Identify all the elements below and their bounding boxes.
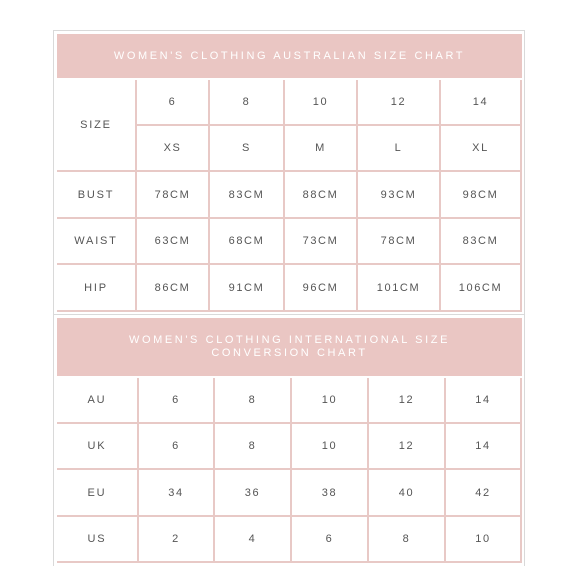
intl-chart-title-band bbox=[57, 318, 522, 376]
us-size-cell: 10 bbox=[446, 517, 522, 563]
au-size-cell: 12 bbox=[358, 80, 441, 126]
eu-size-cell: 40 bbox=[369, 470, 446, 517]
au-size-cell: 6 bbox=[137, 80, 210, 126]
bust-measurement-cell: 78CM bbox=[137, 172, 210, 219]
au-size-cell: 8 bbox=[215, 378, 292, 424]
eu-size-cell: 38 bbox=[292, 470, 369, 517]
au-size-cell: 8 bbox=[210, 80, 285, 126]
intl-chart-title-line1: WOMEN'S CLOTHING INTERNATIONAL SIZE bbox=[128, 334, 451, 346]
uk-size-cell: 12 bbox=[369, 424, 446, 470]
uk-row-label: UK bbox=[57, 424, 139, 470]
au-size-cell: 6 bbox=[139, 378, 215, 424]
waist-measurement-cell: 73CM bbox=[285, 219, 358, 265]
eu-size-cell: 36 bbox=[215, 470, 292, 517]
letter-size-cell: XL bbox=[441, 126, 522, 172]
letter-size-cell: S bbox=[210, 126, 285, 172]
us-size-cell: 6 bbox=[292, 517, 369, 563]
bust-measurement-cell: 98CM bbox=[441, 172, 522, 219]
us-row-label: US bbox=[57, 517, 139, 563]
waist-row-label: WAIST bbox=[57, 219, 137, 265]
letter-size-cell: M bbox=[285, 126, 358, 172]
waist-measurement-cell: 68CM bbox=[210, 219, 285, 265]
uk-size-cell: 6 bbox=[139, 424, 215, 470]
waist-measurement-cell: 83CM bbox=[441, 219, 522, 265]
hip-measurement-cell: 86CM bbox=[137, 265, 210, 312]
bust-measurement-cell: 88CM bbox=[285, 172, 358, 219]
au-size-cell: 12 bbox=[369, 378, 446, 424]
us-size-cell: 2 bbox=[139, 517, 215, 563]
letter-size-cell: L bbox=[358, 126, 441, 172]
intl-chart-title-line2: CONVERSION CHART bbox=[211, 347, 368, 359]
size-row-label: SIZE bbox=[57, 80, 137, 172]
eu-size-cell: 34 bbox=[139, 470, 215, 517]
uk-size-cell: 8 bbox=[215, 424, 292, 470]
hip-measurement-cell: 101CM bbox=[358, 265, 441, 312]
au-size-cell: 14 bbox=[441, 80, 522, 126]
hip-measurement-cell: 106CM bbox=[441, 265, 522, 312]
au-chart-title: WOMEN'S CLOTHING AUSTRALIAN SIZE CHART bbox=[113, 49, 466, 62]
waist-measurement-cell: 78CM bbox=[358, 219, 441, 265]
au-row-label: AU bbox=[57, 378, 139, 424]
bust-measurement-cell: 93CM bbox=[358, 172, 441, 219]
hip-measurement-cell: 91CM bbox=[210, 265, 285, 312]
uk-size-cell: 10 bbox=[292, 424, 369, 470]
eu-row-label: EU bbox=[57, 470, 139, 517]
eu-size-cell: 42 bbox=[446, 470, 522, 517]
au-chart-title-band bbox=[57, 34, 522, 78]
au-size-cell: 10 bbox=[292, 378, 369, 424]
uk-size-cell: 14 bbox=[446, 424, 522, 470]
letter-size-cell: XS bbox=[137, 126, 210, 172]
us-size-cell: 4 bbox=[215, 517, 292, 563]
waist-measurement-cell: 63CM bbox=[137, 219, 210, 265]
au-size-cell: 10 bbox=[285, 80, 358, 126]
bust-measurement-cell: 83CM bbox=[210, 172, 285, 219]
au-size-cell: 14 bbox=[446, 378, 522, 424]
hip-row-label: HIP bbox=[57, 265, 137, 312]
bust-row-label: BUST bbox=[57, 172, 137, 219]
section-divider bbox=[53, 314, 525, 315]
hip-measurement-cell: 96CM bbox=[285, 265, 358, 312]
us-size-cell: 8 bbox=[369, 517, 446, 563]
